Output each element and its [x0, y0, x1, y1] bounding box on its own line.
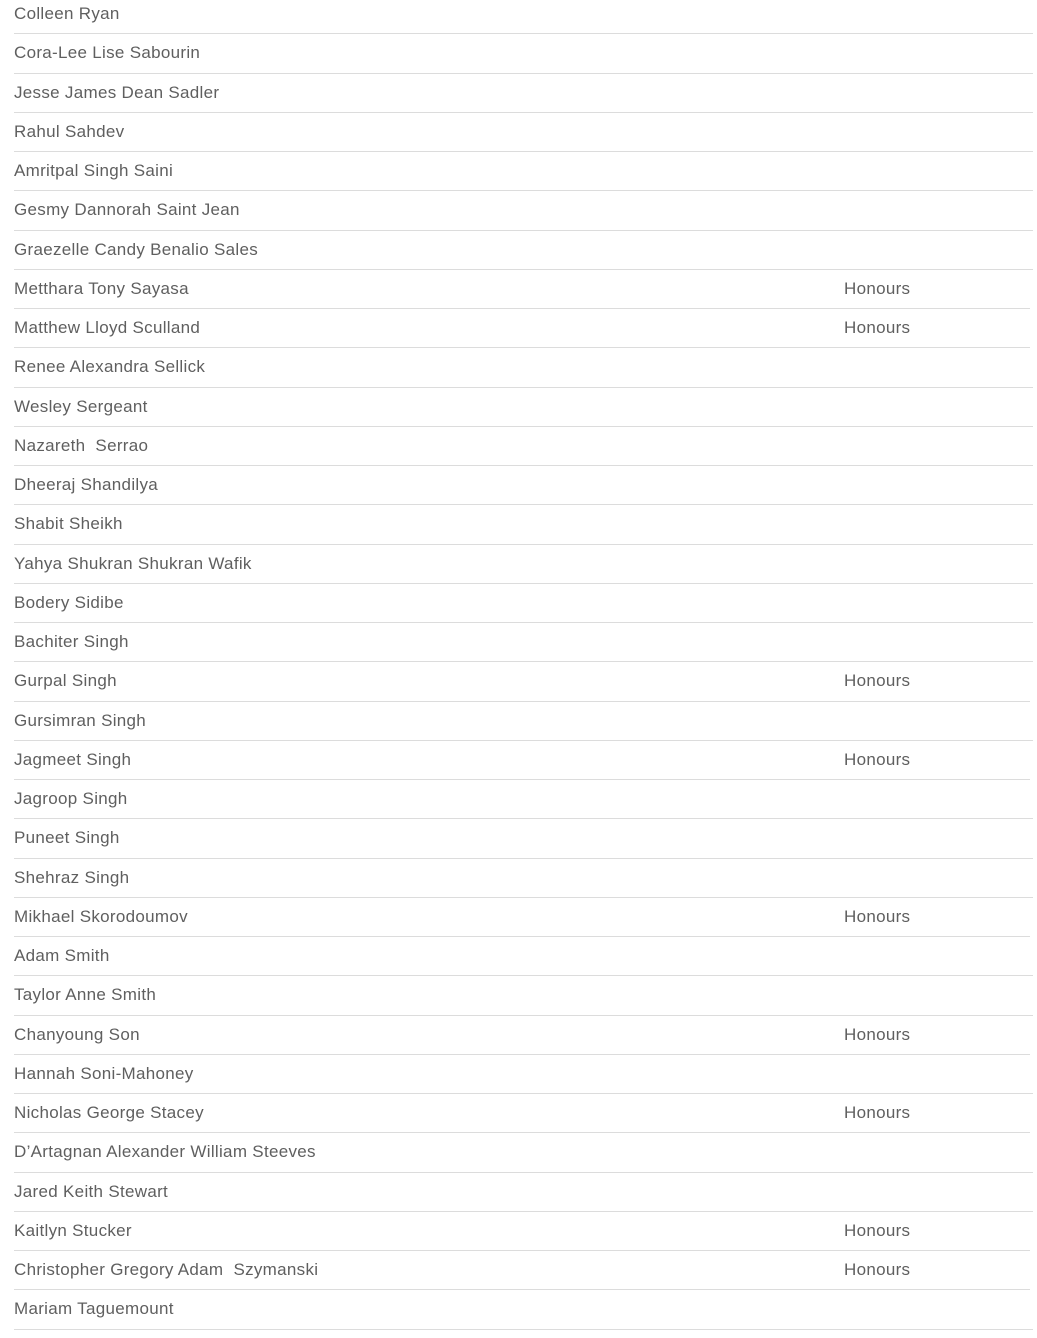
list-item [14, 231, 1033, 270]
graduate-name: Jagmeet Singh [14, 749, 132, 769]
graduate-name: Kaitlyn Stucker [14, 1220, 132, 1240]
graduate-name: Jagroop Singh [14, 789, 128, 808]
honours-label: Honours [844, 1220, 911, 1240]
list-item [14, 1251, 1033, 1290]
graduate-name: Dheeraj Shandilya [14, 475, 159, 494]
graduate-name: Gesmy Dannorah Saint Jean [14, 200, 240, 220]
graduate-name: Puneet Singh [14, 828, 120, 848]
graduate-name: Chanyoung Son [14, 1024, 140, 1044]
graduate-name: Bachiter Singh [14, 632, 129, 651]
list-item [14, 859, 1033, 898]
list-item [14, 348, 1033, 387]
graduate-list [14, 0, 1033, 1330]
list-item [14, 741, 1033, 780]
graduate-name: Metthara Tony Sayasa [14, 278, 189, 298]
graduate-name: Renee Alexandra Sellick [14, 357, 206, 377]
graduate-name: Cora-Lee Lise Sabourin [14, 43, 201, 63]
list-item [14, 191, 1033, 230]
list-item [14, 702, 1033, 741]
list-item [14, 309, 1033, 348]
graduate-name: Yahya Shukran Shukran Wafik [14, 553, 252, 573]
list-item [14, 427, 1033, 466]
honours-label: Honours [844, 906, 911, 926]
graduate-name: Shehraz Singh [14, 867, 130, 887]
list-item [14, 584, 1033, 623]
graduate-name: Nazareth Serrao [14, 435, 149, 455]
honours-label: Honours [844, 749, 911, 769]
graduate-name: Jared Keith Stewart [14, 1181, 169, 1201]
list-item [14, 74, 1033, 113]
honours-label: Honours [844, 278, 911, 298]
list-item [14, 388, 1033, 427]
graduate-name: Graezelle Candy Benalio Sales [14, 239, 259, 259]
graduate-name: Rahul Sahdev [14, 121, 125, 141]
graduate-name: Shabit Sheikh [14, 514, 123, 534]
graduate-name: Bodery Sidibe [14, 592, 124, 612]
graduate-name: Gursimran Singh [14, 710, 147, 730]
list-item [14, 34, 1033, 73]
list-item [14, 1094, 1033, 1133]
graduate-name: Adam Smith [14, 946, 110, 965]
list-item [14, 819, 1033, 858]
list-item [14, 780, 1033, 819]
graduate-name: Christopher Gregory Adam Szymanski [14, 1260, 319, 1279]
list-item [14, 623, 1033, 662]
list-item [14, 1290, 1033, 1329]
list-item [14, 1173, 1033, 1212]
list-item [14, 898, 1033, 937]
list-item [14, 113, 1033, 152]
graduate-name: Mariam Taguemount [14, 1299, 174, 1319]
list-item [14, 0, 1033, 34]
honours-label: Honours [844, 318, 911, 337]
honours-label: Honours [844, 1260, 911, 1279]
list-item [14, 976, 1033, 1015]
graduate-name: D’Artagnan Alexander William Steeves [14, 1142, 316, 1162]
graduate-name: Matthew Lloyd Sculland [14, 318, 201, 337]
list-item [14, 505, 1033, 544]
list-item [14, 152, 1033, 191]
graduate-name: Taylor Anne Smith [14, 985, 157, 1005]
list-item [14, 1133, 1033, 1172]
graduate-name: Gurpal Singh [14, 671, 117, 691]
list-item [14, 466, 1033, 505]
list-item [14, 937, 1033, 976]
list-item [14, 662, 1033, 701]
graduate-name: Wesley Sergeant [14, 396, 148, 416]
honours-label: Honours [844, 1103, 911, 1122]
honours-label: Honours [844, 671, 911, 691]
graduate-name: Amritpal Singh Saini [14, 161, 174, 180]
graduate-name: Mikhael Skorodoumov [14, 906, 188, 926]
list-item [14, 270, 1033, 309]
graduate-name: Colleen Ryan [14, 4, 120, 23]
list-item [14, 1055, 1033, 1094]
graduate-name: Jesse James Dean Sadler [14, 82, 220, 102]
honours-label: Honours [844, 1024, 911, 1044]
graduate-name: Nicholas George Stacey [14, 1103, 204, 1122]
list-item [14, 1212, 1033, 1251]
graduate-name: Hannah Soni-Mahoney [14, 1063, 194, 1083]
list-item [14, 1016, 1033, 1055]
list-item [14, 545, 1033, 584]
